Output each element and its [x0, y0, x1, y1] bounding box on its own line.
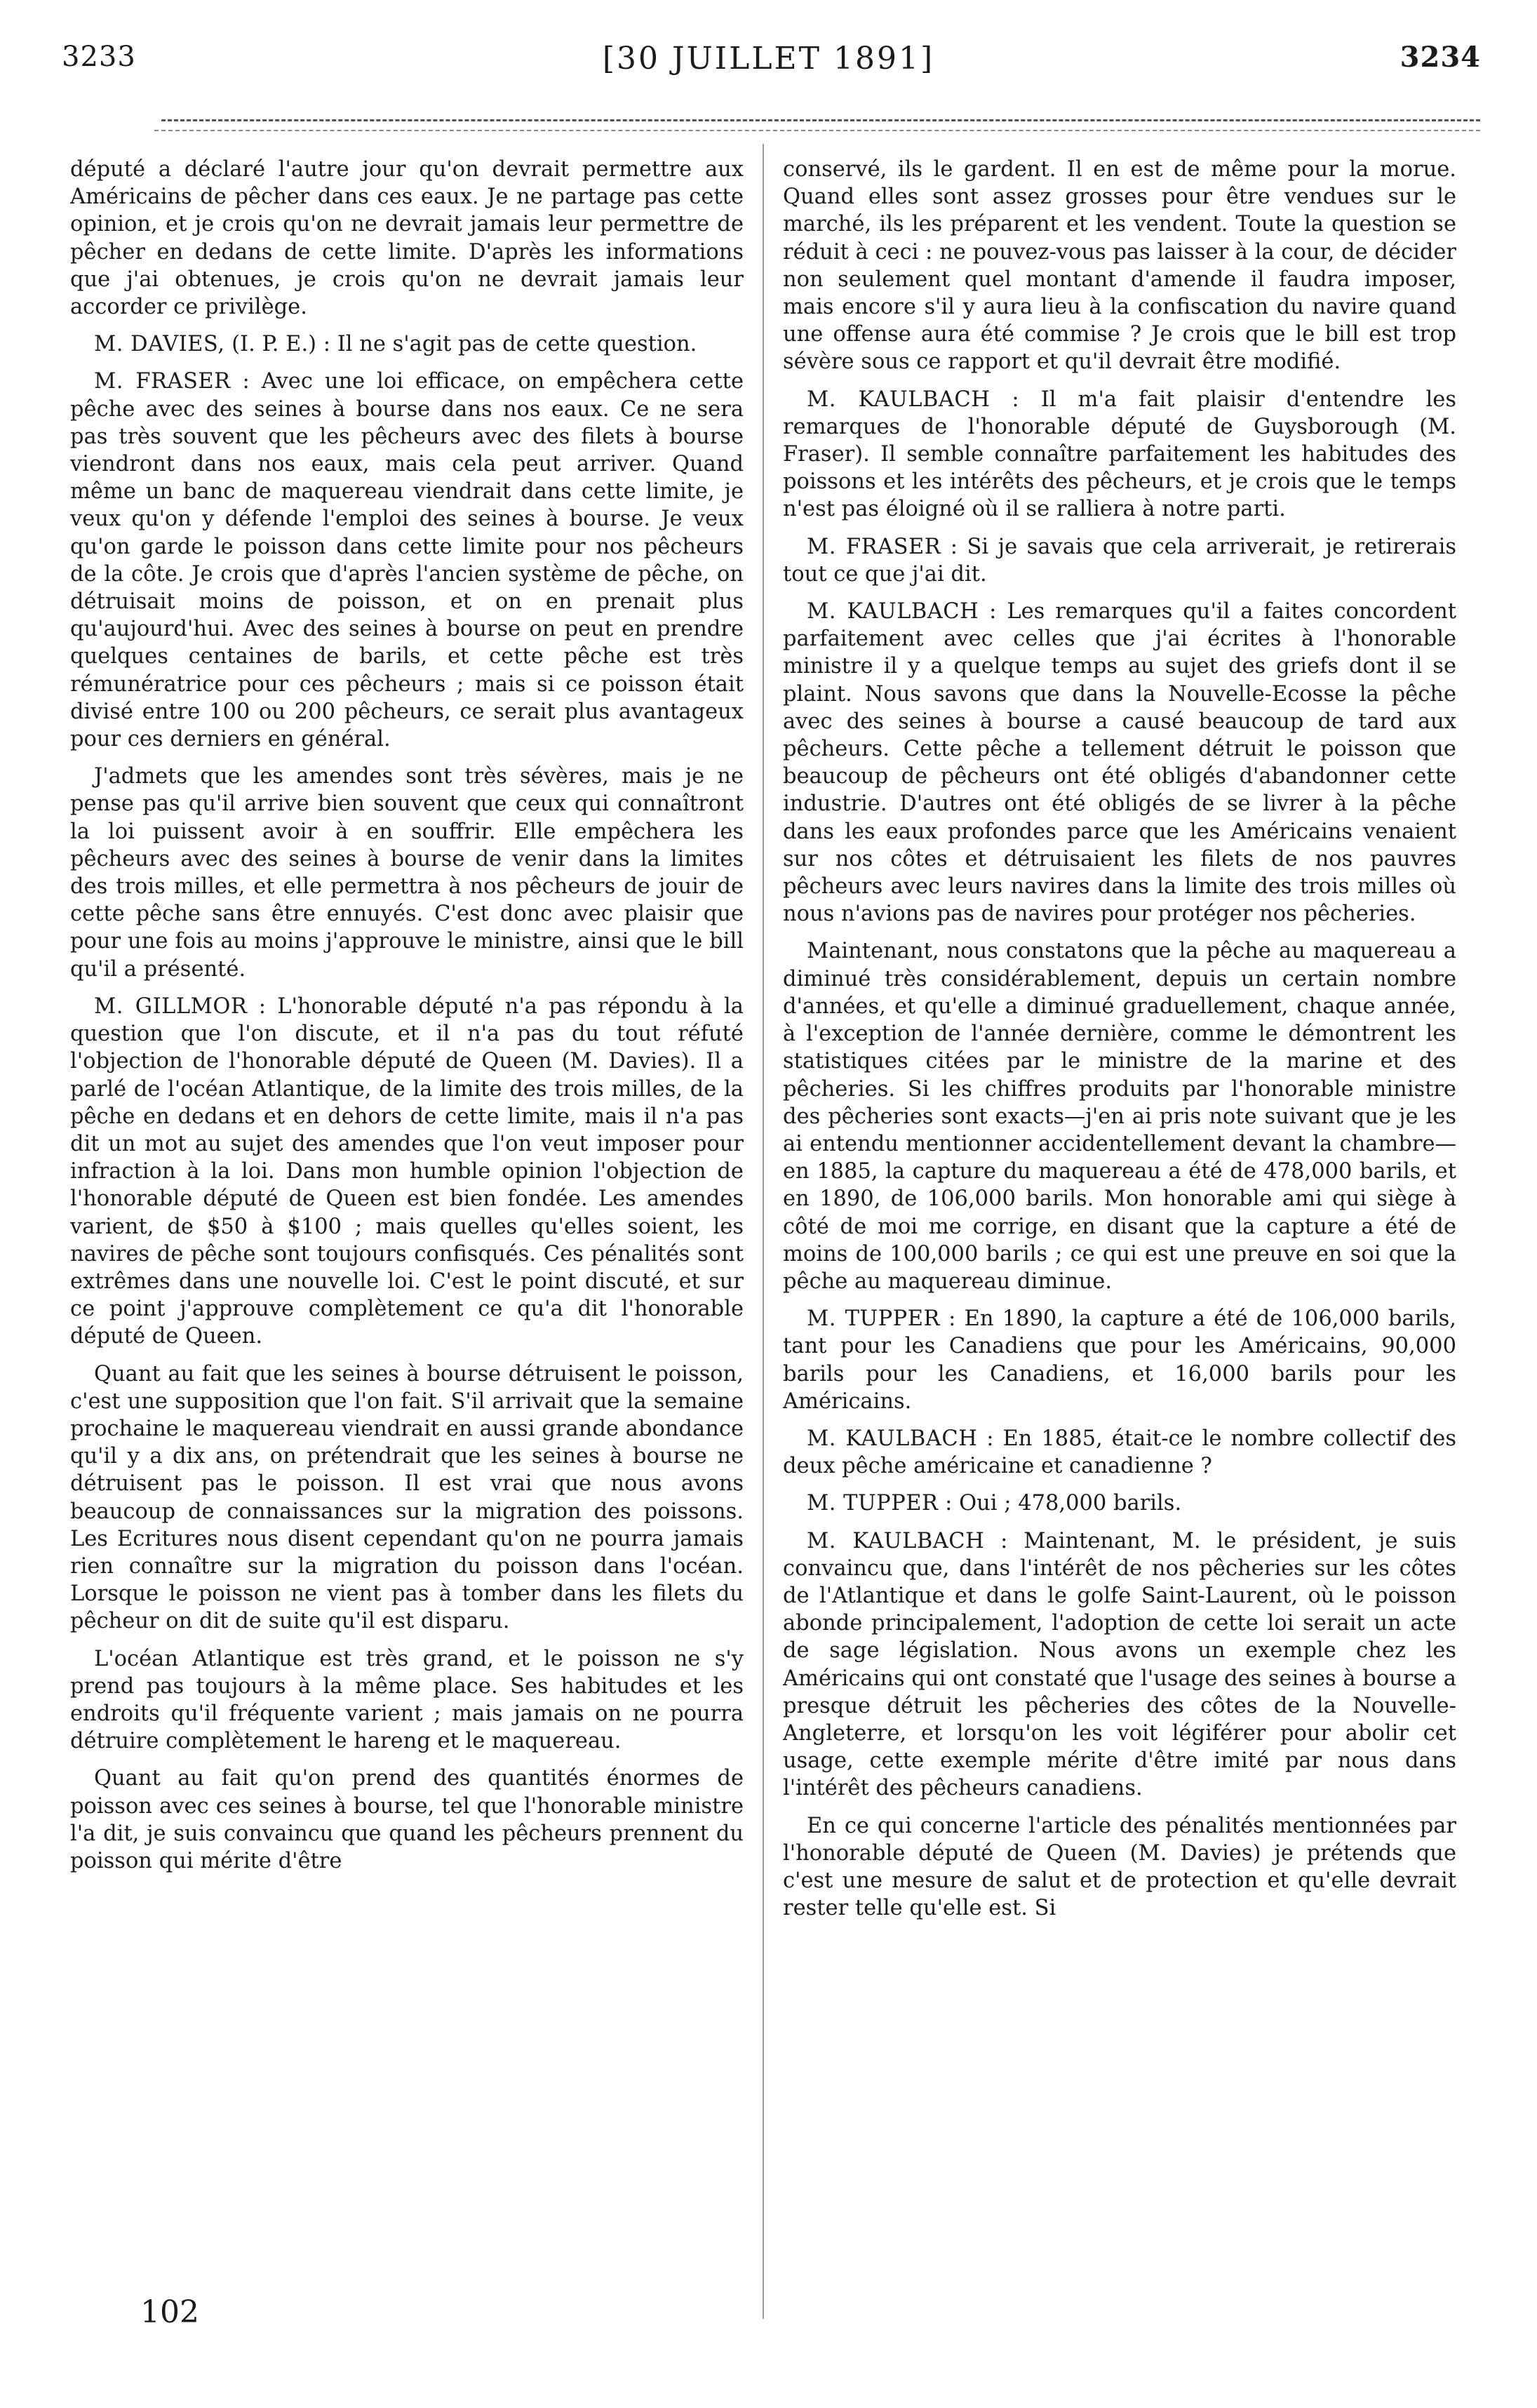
speech [783, 386, 1456, 523]
speaker-name: M. KAULBACH [807, 1426, 978, 1451]
speaker-name: M. TUPPER [807, 1306, 940, 1332]
signature-folio: 102 [140, 2294, 199, 2330]
speaker-name: M. TUPPER [807, 1491, 939, 1516]
header-rule-secondary [154, 130, 1480, 131]
header-rule [161, 119, 1480, 121]
page-number-right: 3234 [1400, 41, 1481, 74]
speech [70, 993, 744, 1351]
speech-text: : Si je savais que cela arriverait, je retirerais tout ce que j'ai dit. [783, 534, 1456, 587]
speech-text: : L'honorable député n'a pas répondu à la question que l'on discute, et il n'a pas du tout réfuté l'objection de l'honorable député de Queen (M. Davies). Il a parlé de l'océan Atlantique, de la limite des trois milles, de la pêche en dedans et en dehors de cette limite, mais il n'a pas dit un mot au sujet des amendes que l'on veut imposer pour infraction à la loi. Dans mon humble opinion l'objection de l'honorable député de Queen est bien fondée. Les amendes varient, de $50 à $100 ; mais quelles qu'elles soient, les navires de pêche sont toujours confisqués. Ces pénalités sont extrêmes dans une nouvelle loi. C'est le point discuté, et sur ce point j'approuve complètement ce qu'a dit l'honorable député de Queen. [70, 994, 744, 1349]
speech [783, 598, 1456, 928]
paragraph: conservé, ils le gardent. Il en est de même pour la morue. Quand elles sont assez grosses pour être vendues sur le marché, ils les préparent et les vendent. Toute la question se réduit à ceci : ne pouvez-vous pas laisser à la cour, de décider non seulement quel montant d'amende il faudra imposer, mais encore s'il y aura lieu à la confiscation du navire quand une offense aura été commise ? Je crois que le bill est trop sévère sous ce rapport et qu'il devrait être modifié. [783, 157, 1456, 375]
paragraph: En ce qui concerne l'article des pénalités mentionnées par l'honorable député de Queen (M. Davies) je prétends que c'est une mesure de salut et de protection et qu'elle devrait rester telle qu'elle est. Si [783, 1813, 1456, 1921]
speech-text: (I. P. E.) : Il ne s'agit pas de cette question. [224, 332, 697, 357]
speech-text: : Oui ; 478,000 barils. [938, 1491, 1182, 1516]
speaker-name: M. FRASER [94, 369, 231, 394]
paragraph: député a déclaré l'autre jour qu'on devrait permettre aux Américains de pêcher dans ces eaux. Je ne partage pas cette opinion, et je crois qu'on ne devrait jamais leur permettre de pêcher en dedans de cette limite. D'après les informations que j'ai obtenues, je crois qu'on ne devrait jamais leur accorder ce privilège. [70, 157, 744, 320]
page-date: [30 JUILLET 1891] [602, 41, 935, 76]
speaker-name: M. FRASER [807, 534, 941, 559]
paragraph: L'océan Atlantique est très grand, et le poisson ne s'y prend pas toujours à la même place. Ses habitudes et les endroits qu'il fréquente varient ; mais jamais on ne pourra détruire complètement le hareng et le maquereau. [70, 1646, 744, 1754]
column-divider [763, 144, 764, 2319]
speech-text: : Avec une loi efficace, on empêchera cette pêche avec des seines à bourse dans nos eaux. Ce ne sera pas très souvent que les pêcheurs avec des filets à bourse viendront dans nos eaux, mais cela peut arriver. Quand même un banc de maquereau viendrait dans cette limite, je veux qu'on y défende l'emploi des seines à bourse. Je veux qu'on garde le poisson dans cette limite pour nos pêcheurs de la côte. Je crois que d'après l'ancien système de pêche, on détruisait moins de poisson, et on en prenait plus qu'aujourd'hui. Avec des seines à bourse on peut en prendre quelques centaines de barils, et cette pêche est très rémunératrice pour ces pêcheurs ; mais si ce poisson était divisé entre 100 ou 200 pêcheurs, ce serait plus avantageux pour ces derniers en général. [70, 369, 744, 752]
speaker-name: M. KAULBACH [807, 387, 991, 412]
page-header [0, 41, 1537, 111]
speech-text: : En 1890, la capture a été de 106,000 barils, tant pour les Canadiens que pour les Américains, 90,000 barils pour les Canadiens, et 16,000 barils pour les Américains. [783, 1306, 1456, 1414]
speaker-name: M. KAULBACH [807, 599, 979, 624]
speech [783, 1527, 1456, 1802]
speech [783, 1425, 1456, 1480]
paragraph: Maintenant, nous constatons que la pêche au maquereau a diminué très considérablement, depuis un certain nombre d'années, et qu'elle a diminué graduellement, chaque année, à l'exception de l'année dernière, comme le démontrent les statistiques citées par le ministre de la marine et des pêcheries. Si les chiffres produits par l'honorable ministre des pêcheries sont exacts—j'en ai pris note suivant que je les ai entendu mentionner accidentellement devant la chambre—en 1885, la capture du maquereau a été de 478,000 barils, et en 1890, de 106,000 barils. Mon honorable ami qui siège à côté de moi me corrige, en disant que la capture a été de moins de 100,000 barils ; ce qui est une preuve en soi que la pêche au maquereau diminue. [783, 939, 1456, 1294]
page-number-left: 3233 [62, 41, 136, 73]
speech-text: : En 1885, était-ce le nombre collectif des deux pêche américaine et canadienne ? [783, 1426, 1457, 1479]
paragraph: Quant au fait que les seines à bourse détruisent le poisson, c'est une supposition que l'on fait. S'il arrivait que la semaine prochaine le maquereau viendrait en aussi grande abondance qu'il y a dix ans, on prétendrait que les seines à bourse ne détruisent pas le poisson. Il est vrai que nous avons beaucoup de connaissances sur la migration des poissons. Les Ecritures nous disent cependant qu'on ne pourra jamais rien connaître sur la migration du poisson dans l'océan. Lorsque le poisson ne vient pas à tomber dans les filets du pêcheur on dit de suite qu'il est disparu. [70, 1361, 744, 1634]
speaker-name: M. DAVIES, [94, 332, 225, 357]
speaker-name: M. KAULBACH [807, 1528, 985, 1553]
speaker-name: M. GILLMOR [94, 994, 248, 1019]
paragraph: J'admets que les amendes sont très sévères, mais je ne pense pas qu'il arrive bien souvent que ceux qui connaîtront la loi puissent avoir à en souffrir. Elle empêchera les pêcheurs avec des seines à bourse de venir dans la limites des trois milles, et elle permettra à nos pêcheurs de jouir de cette pêche sans être ennuyés. C'est donc avec plaisir que pour une fois au moins j'approuve le ministre, ainsi que le bill qu'il a présenté. [70, 764, 744, 982]
left-column [70, 156, 744, 1885]
speech-text: : Les remarques qu'il a faites concordent parfaitement avec celles que j'ai écrites à l'honorable ministre il y a quelque temps au sujet des griefs dont il se plaint. Nous savons que dans la Nouvelle-Ecosse la pêche avec des seines à bourse a causé beaucoup de tard aux pêcheurs. Cette pêche a tellement détruit le poisson que beaucoup de pêcheurs ont été obligés d'abandonner cette industrie. D'autres ont été obligés de se livrer à la pêche dans les eaux profondes parce que les Américains venaient sur nos côtes et détruisaient les filets de nos pauvres pêcheurs avec leurs navires dans la limite des trois milles où nous n'avions pas de navires pour protéger nos pêcheries. [783, 599, 1456, 927]
speech [783, 533, 1456, 588]
speech [70, 330, 744, 358]
speech [783, 1490, 1456, 1517]
speech-text: : Il m'a fait plaisir d'entendre les remarques de l'honorable député de Guysborough (M. Fraser). Il semble connaître parfaitement les habitudes des poissons et les intérêts des pêcheurs, et je crois que le temps n'est pas éloigné où il se ralliera à notre parti. [783, 387, 1456, 522]
speech [70, 368, 744, 753]
paragraph: Quant au fait qu'on prend des quantités énormes de poisson avec ces seines à bourse, tel que l'honorable ministre l'a dit, je suis convaincu que quand les pêcheurs prennent du poisson qui mérite d'être [70, 1766, 744, 1873]
right-column [783, 156, 1456, 1932]
speech-text: : Maintenant, M. le président, je suis convaincu que, dans l'intérêt de nos pêcheries sur les côtes de l'Atlantique et dans le golfe Saint-Laurent, où le poisson abonde principalement, l'adoption de cette loi serait un acte de sage législation. Nous avons un exemple chez les Américains qui ont constaté que l'usage des seines à bourse a presque détruit les pêcheries des côtes de la Nouvelle-Angleterre, et lorsqu'on les voit légiférer pour abolir cet usage, cette exemple mérite d'être imité par nous dans l'intérêt des pêcheurs canadiens. [783, 1528, 1456, 1801]
speech [783, 1305, 1456, 1415]
